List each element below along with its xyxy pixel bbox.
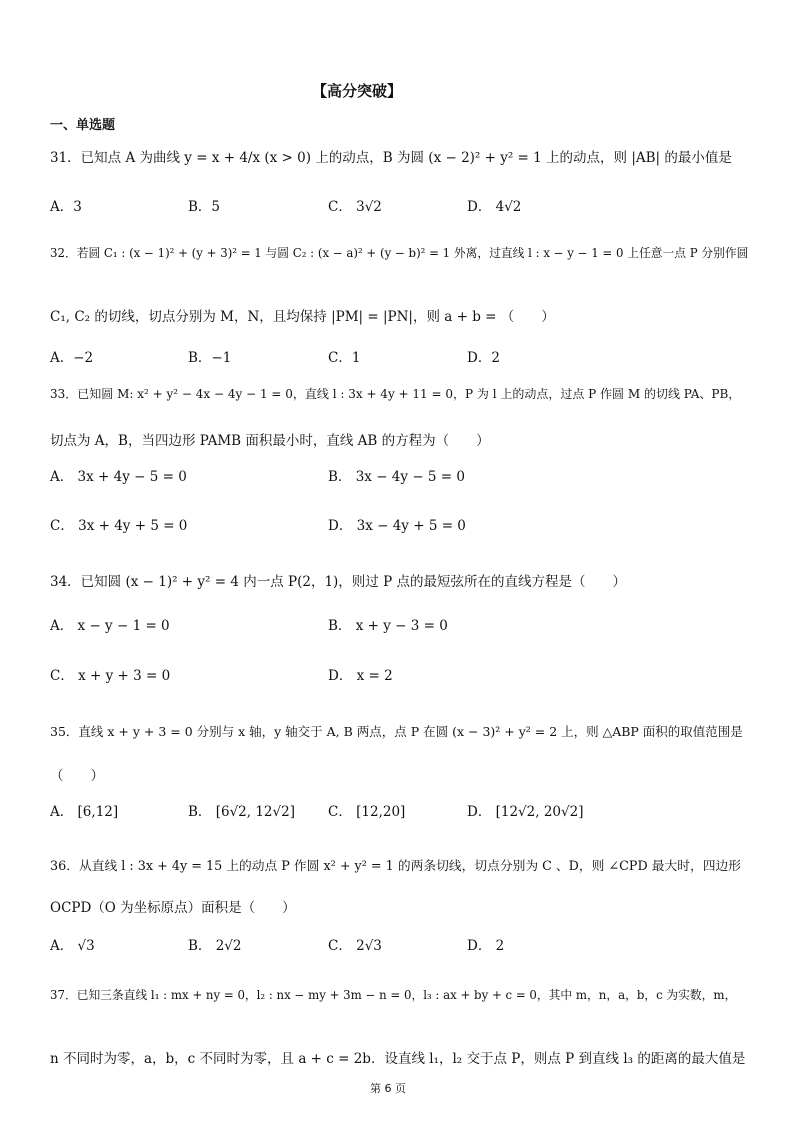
q32-option-b: B．−1 [188, 350, 232, 366]
question-34-text: 34．已知圆 (x − 1)² + y² = 4 内一点 P(2，1)，则过 P 点的最短弦所在的直线方程是（ ） [50, 574, 626, 590]
question-31-text: 31．已知点 A 为曲线 y = x + 4/x (x > 0) 上的动点，B 为圆 (x − 2)² + y² = 1 上的动点，则 |AB| 的最小值是 [50, 150, 732, 166]
q31-option-c: C． 3√2 [328, 199, 382, 215]
question-35-line2: （ ） [50, 768, 104, 784]
q32-option-d: D．2 [467, 350, 500, 366]
q36-option-c: C． 2√3 [328, 938, 382, 954]
question-32-line2: C₁, C₂ 的切线，切点分别为 M，N，且均保持 |PM| = |PN|，则 a + b = （ ） [50, 309, 555, 325]
q31-option-a: A．3 [50, 199, 82, 215]
q32-option-a: A．−2 [50, 350, 94, 366]
question-37-line2: n 不同时为零，a，b，c 不同时为零，且 a + c = 2b．设直线 l₁，l₂ 交于点 P，则点 P 到直线 l₃ 的距离的最大值是 [50, 1051, 746, 1067]
page-number: 第 6 页 [370, 1082, 406, 1095]
q31-option-b: B．5 [188, 199, 221, 215]
question-33-line2: 切点为 A，B，当四边形 PAMB 面积最小时，直线 AB 的方程为（ ） [50, 433, 490, 449]
q36-option-d: D． 2 [467, 938, 505, 954]
q36-option-b: B． 2√2 [188, 938, 242, 954]
q32-option-c: C．1 [328, 350, 361, 366]
q34-option-b: B． x + y − 3 = 0 [328, 618, 448, 634]
q36-option-a: A． √3 [50, 938, 95, 954]
question-36-line2: OCPD（O 为坐标原点）面积是（ ） [50, 900, 296, 916]
question-36-line1: 36．从直线 l : 3x + 4y = 15 上的动点 P 作圆 x² + y² = 1 的两条切线，切点分别为 C 、D，则 ∠CPD 最大时，四边形 [50, 859, 741, 874]
question-32-line1: 32．若圆 C₁ : (x − 1)² + (y + 3)² = 1 与圆 C₂ : (x − a)² + (y − b)² = 1 外离，过直线 l : x − y − 1 = 0 上任意一点 P 分别作圆 [50, 246, 749, 260]
q35-option-d: D． [12√2, 20√2] [467, 804, 584, 820]
q35-option-c: C． [12,20] [328, 804, 406, 820]
q34-option-d: D． x = 2 [328, 668, 393, 684]
page-title: 【高分突破】 [312, 82, 403, 100]
question-37-line1: 37．已知三条直线 l₁ : mx + ny = 0，l₂ : nx − my + 3m − n = 0，l₃ : ax + by + c = 0，其中 m，n，a，b，c 为实数，m， [50, 988, 737, 1002]
q33-option-a: A． 3x + 4y − 5 = 0 [50, 469, 187, 485]
q34-option-a: A． x − y − 1 = 0 [50, 618, 170, 634]
q33-option-b: B． 3x − 4y − 5 = 0 [328, 469, 465, 485]
q33-option-c: C． 3x + 4y + 5 = 0 [50, 518, 188, 534]
q35-option-a: A． [6,12] [50, 804, 119, 820]
section-heading: 一、单选题 [50, 118, 116, 133]
q33-option-d: D． 3x − 4y + 5 = 0 [328, 518, 466, 534]
q34-option-c: C． x + y + 3 = 0 [50, 668, 171, 684]
q31-option-d: D． 4√2 [467, 199, 522, 215]
q35-option-b: B． [6√2, 12√2] [188, 804, 295, 820]
question-33-line1: 33．已知圆 M: x² + y² − 4x − 4y − 1 = 0，直线 l : 3x + 4y + 11 = 0，P 为 l 上的动点，过点 P 作圆 M 的切线 PA、PB， [50, 387, 741, 401]
question-35-line1: 35．直线 x + y + 3 = 0 分别与 x 轴，y 轴交于 A, B 两点，点 P 在圆 (x − 3)² + y² = 2 上，则 △ABP 面积的取值范围是 [50, 724, 743, 739]
